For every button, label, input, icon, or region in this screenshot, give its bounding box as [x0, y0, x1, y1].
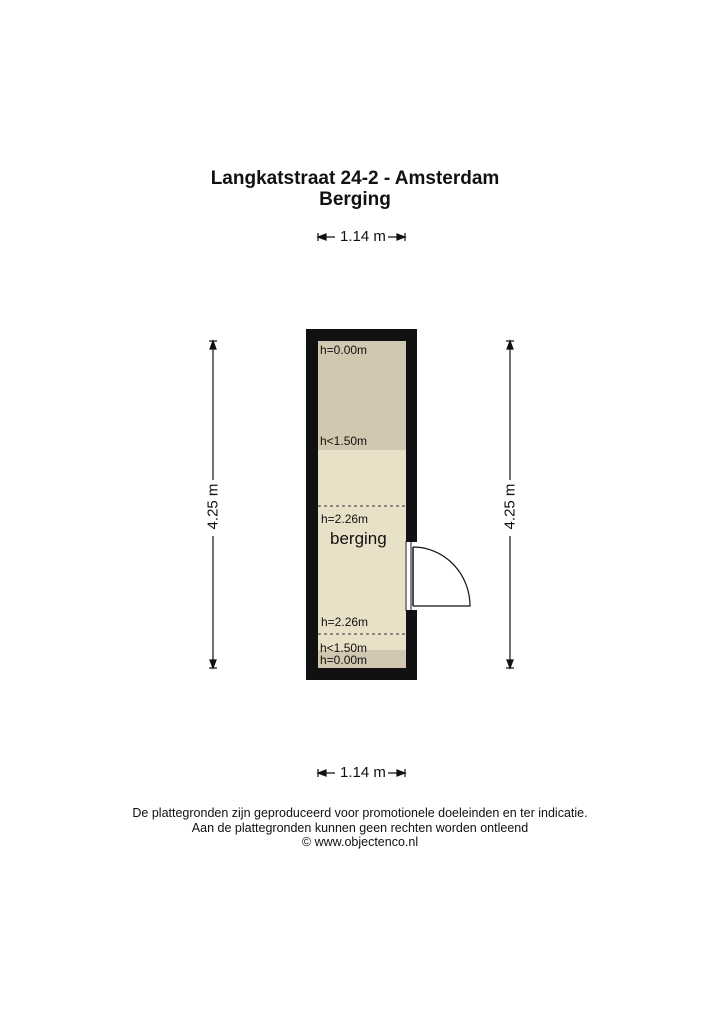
height-right-label: 4.25 m [501, 483, 519, 530]
wall-stub-upper [406, 536, 417, 542]
width-top-label: 1.14 m [340, 228, 386, 245]
height-label: h<1.50m [320, 641, 368, 655]
height-left-label: 4.25 m [204, 483, 222, 530]
plan-subtitle: Berging [319, 189, 391, 210]
disclaimer-line-2: Aan de plattegronden kunnen geen rechten worden ontleend [191, 821, 529, 835]
height-label: h=2.26m [321, 512, 369, 526]
plan-title: Langkatstraat 24-2 - Amsterdam [210, 168, 500, 189]
width-bottom-label: 1.14 m [340, 764, 386, 781]
door-swing-arc [413, 547, 470, 606]
room-name: berging [330, 529, 387, 548]
wall-stub-lower [406, 610, 417, 616]
height-label: h=0.00m [320, 653, 368, 667]
disclaimer-line-1: De plattegronden zijn geproduceerd voor promotionele doeleinden en ter indicatie. [132, 806, 588, 820]
copyright-line: © www.objectenco.nl [301, 835, 419, 849]
height-label: h<1.50m [320, 434, 368, 448]
height-label: h=2.26m [321, 615, 369, 629]
height-label: h=0.00m [320, 343, 368, 357]
